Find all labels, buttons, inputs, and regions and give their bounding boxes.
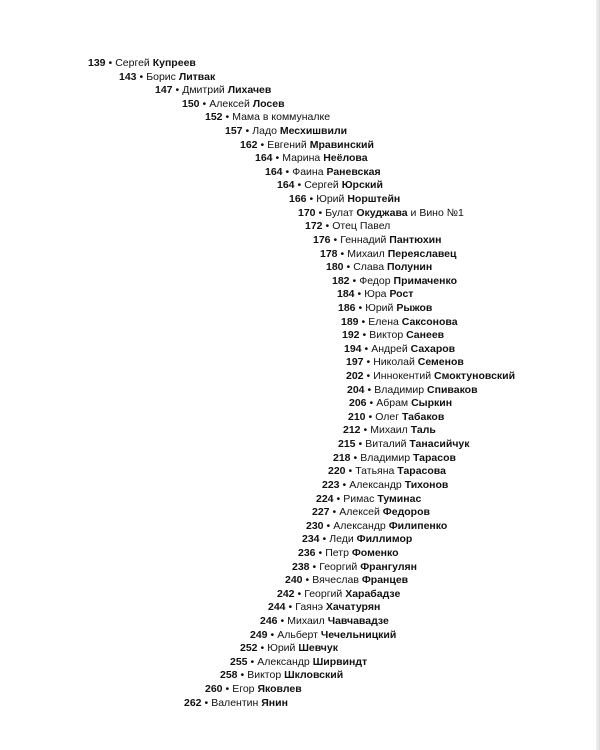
toc-page-number: 150 xyxy=(182,98,200,110)
toc-page-number: 223 xyxy=(322,479,340,491)
bullet-separator: • xyxy=(348,465,353,477)
toc-entry xyxy=(341,316,458,329)
toc-page-number: 260 xyxy=(205,683,223,695)
toc-last-name: Литвак xyxy=(178,71,216,83)
toc-page-number: 236 xyxy=(298,547,316,559)
toc-last-name: Чавчавадзе xyxy=(327,615,389,627)
toc-last-name: Полунин xyxy=(387,261,433,273)
toc-last-name: Тихонов xyxy=(404,479,449,491)
toc-page-number: 164 xyxy=(265,166,283,178)
toc-entry xyxy=(240,642,338,655)
toc-first-name: Ладо xyxy=(252,125,277,137)
toc-page-number: 182 xyxy=(332,275,350,287)
toc-first-name: Петр xyxy=(325,547,349,559)
toc-entry xyxy=(277,179,383,192)
toc-last-name: Тарасов xyxy=(413,452,456,464)
bullet-separator: • xyxy=(270,629,275,641)
toc-page-number: 249 xyxy=(250,629,268,641)
toc-last-name: Переяславец xyxy=(387,248,457,260)
toc-last-name: Тарасова xyxy=(397,465,446,477)
bullet-separator: • xyxy=(285,166,290,178)
bullet-separator: • xyxy=(358,438,363,450)
toc-first-name: Владимир xyxy=(360,452,411,464)
toc-last-name: Санеев xyxy=(406,329,445,341)
bullet-separator: • xyxy=(318,207,323,219)
toc-last-name: Яковлев xyxy=(257,683,302,695)
toc-first-name: Николай xyxy=(373,356,415,368)
bullet-separator: • xyxy=(260,139,265,151)
toc-last-name: Чечельницкий xyxy=(320,629,397,641)
toc-first-name: Евгений xyxy=(267,139,307,151)
toc-first-name: Булат xyxy=(325,207,354,219)
toc-page-number: 157 xyxy=(225,125,243,137)
bullet-separator: • xyxy=(332,506,337,518)
toc-entry xyxy=(285,574,408,587)
bullet-separator: • xyxy=(340,248,345,260)
toc-entry xyxy=(346,356,464,369)
bullet-separator: • xyxy=(353,452,358,464)
toc-entry xyxy=(347,384,478,397)
toc-page-number: 230 xyxy=(306,520,324,532)
toc-page-number: 152 xyxy=(205,111,223,123)
toc-last-name: Мравинский xyxy=(309,139,374,151)
toc-last-name: Туминас xyxy=(377,493,422,505)
bullet-separator: • xyxy=(325,220,330,232)
toc-extra-text: и Вино №1 xyxy=(410,207,464,219)
bullet-separator: • xyxy=(297,588,302,600)
bullet-separator: • xyxy=(312,561,317,573)
toc-entry xyxy=(265,166,381,179)
toc-page-number: 204 xyxy=(347,384,365,396)
toc-last-name: Лосев xyxy=(252,98,285,110)
toc-last-name: Неёлова xyxy=(323,152,368,164)
toc-first-name: Юрий xyxy=(267,642,296,654)
toc-entry xyxy=(316,493,421,506)
toc-first-name: Мама в коммуналке xyxy=(232,111,331,123)
toc-first-name: Гаянэ xyxy=(295,601,323,613)
toc-entry xyxy=(184,697,288,710)
bullet-separator: • xyxy=(333,234,338,246)
toc-entry xyxy=(205,683,302,696)
bullet-separator: • xyxy=(275,152,280,164)
toc-first-name: Геннадий xyxy=(340,234,387,246)
toc-first-name: Федор xyxy=(359,275,391,287)
toc-page-number: 197 xyxy=(346,356,364,368)
toc-page-number: 212 xyxy=(343,424,361,436)
toc-first-name: Егор xyxy=(232,683,255,695)
bullet-separator: • xyxy=(352,275,357,287)
toc-entry xyxy=(268,601,380,614)
toc-first-name: Александр xyxy=(333,520,386,532)
toc-last-name: Фоменко xyxy=(351,547,399,559)
bullet-separator: • xyxy=(225,683,230,695)
toc-last-name: Францев xyxy=(361,574,409,586)
toc-first-name: Елена xyxy=(368,316,399,328)
toc-last-name: Шевчук xyxy=(298,642,338,654)
toc-first-name: Алексей xyxy=(339,506,380,518)
toc-first-name: Альберт xyxy=(277,629,318,641)
bullet-separator: • xyxy=(139,71,144,83)
toc-entry xyxy=(332,275,457,288)
toc-page-number: 176 xyxy=(313,234,331,246)
toc-page-number: 178 xyxy=(320,248,338,260)
bullet-separator: • xyxy=(318,547,323,559)
toc-entry xyxy=(292,561,417,574)
toc-entry xyxy=(298,547,399,560)
bullet-separator: • xyxy=(202,98,207,110)
toc-entry xyxy=(320,248,456,261)
toc-last-name: Юрский xyxy=(341,179,383,191)
toc-first-name: Юрий xyxy=(316,193,345,205)
bullet-separator: • xyxy=(357,288,362,300)
toc-page-number: 215 xyxy=(338,438,356,450)
bullet-separator: • xyxy=(326,520,331,532)
bullet-separator: • xyxy=(363,424,368,436)
bullet-separator: • xyxy=(346,261,351,273)
toc-entry xyxy=(333,452,456,465)
toc-first-name: Леди xyxy=(329,533,354,545)
toc-page-number: 184 xyxy=(337,288,355,300)
toc-entry xyxy=(88,57,196,70)
bullet-separator: • xyxy=(367,384,372,396)
toc-entry xyxy=(260,615,389,628)
toc-page-number: 234 xyxy=(302,533,320,545)
toc-page-number: 143 xyxy=(119,71,137,83)
toc-page-number: 240 xyxy=(285,574,303,586)
toc-last-name: Янин xyxy=(261,697,288,709)
toc-first-name: Александр xyxy=(349,479,402,491)
toc-first-name: Иннокентий xyxy=(373,370,432,382)
toc-entry xyxy=(289,193,400,206)
toc-first-name: Отец Павел xyxy=(332,220,391,232)
toc-entry xyxy=(225,125,347,138)
toc-page-number: 166 xyxy=(289,193,307,205)
toc-entry xyxy=(277,588,400,601)
toc-first-name: Андрей xyxy=(371,343,408,355)
toc-entry xyxy=(328,465,446,478)
toc-last-name: Пантюхин xyxy=(389,234,442,246)
bullet-separator: • xyxy=(225,111,230,123)
toc-last-name: Филлимор xyxy=(356,533,413,545)
toc-entry xyxy=(349,397,452,410)
toc-first-name: Борис xyxy=(146,71,176,83)
toc-page-number: 246 xyxy=(260,615,278,627)
toc-entry xyxy=(342,329,444,342)
toc-page-number: 220 xyxy=(328,465,346,477)
toc-page-number: 206 xyxy=(349,397,367,409)
toc-entry xyxy=(182,98,285,111)
toc-page-number: 218 xyxy=(333,452,351,464)
toc-entry xyxy=(230,656,367,669)
toc-first-name: Михаил xyxy=(347,248,385,260)
toc-last-name: Раневская xyxy=(326,166,381,178)
toc-entry xyxy=(338,302,432,315)
toc-first-name: Владимир xyxy=(374,384,425,396)
bullet-separator: • xyxy=(108,57,113,69)
toc-entry xyxy=(313,234,441,247)
toc-entry xyxy=(119,71,215,84)
toc-last-name: Семенов xyxy=(417,356,464,368)
toc-last-name: Ширвиндт xyxy=(312,656,368,668)
toc-first-name: Абрам xyxy=(376,397,409,409)
toc-first-name: Валентин xyxy=(211,697,259,709)
toc-entry xyxy=(155,84,271,97)
toc-last-name: Франгулян xyxy=(360,561,417,573)
toc-entry xyxy=(337,288,413,301)
bullet-separator: • xyxy=(250,656,255,668)
bullet-separator: • xyxy=(322,533,327,545)
toc-entry xyxy=(326,261,432,274)
toc-last-name: Табаков xyxy=(402,411,445,423)
toc-last-name: Рост xyxy=(389,288,414,300)
toc-last-name: Месхишвили xyxy=(279,125,348,137)
toc-first-name: Алексей xyxy=(209,98,250,110)
toc-page-number: 242 xyxy=(277,588,295,600)
bullet-separator: • xyxy=(297,179,302,191)
bullet-separator: • xyxy=(358,302,363,314)
toc-entry xyxy=(346,370,515,383)
toc-first-name: Юрий xyxy=(365,302,394,314)
bullet-separator: • xyxy=(336,493,341,505)
bullet-separator: • xyxy=(361,316,366,328)
toc-entry xyxy=(250,629,396,642)
bullet-separator: • xyxy=(260,642,265,654)
toc-last-name: Саксонова xyxy=(401,316,458,328)
bullet-separator: • xyxy=(342,479,347,491)
toc-last-name: Примаченко xyxy=(393,275,457,287)
toc-entry xyxy=(302,533,412,546)
toc-last-name: Шкловский xyxy=(284,669,344,681)
toc-entry xyxy=(312,506,430,519)
bullet-separator: • xyxy=(309,193,314,205)
bullet-separator: • xyxy=(204,697,209,709)
toc-last-name: Сахаров xyxy=(410,343,456,355)
toc-first-name: Георгий xyxy=(304,588,343,600)
toc-first-name: Марина xyxy=(282,152,321,164)
toc-first-name: Георгий xyxy=(319,561,358,573)
toc-first-name: Римас xyxy=(343,493,375,505)
toc-first-name: Юра xyxy=(364,288,387,300)
toc-last-name: Танасийчук xyxy=(409,438,470,450)
toc-page-number: 162 xyxy=(240,139,258,151)
toc-page-number: 210 xyxy=(348,411,366,423)
toc-page-number: 186 xyxy=(338,302,356,314)
toc-last-name: Смоктуновский xyxy=(434,370,516,382)
toc-entry xyxy=(343,424,436,437)
toc-first-name: Виталий xyxy=(365,438,407,450)
toc-page-number: 255 xyxy=(230,656,248,668)
toc-entry xyxy=(322,479,448,492)
toc-entry xyxy=(240,139,374,152)
toc-page-number: 164 xyxy=(277,179,295,191)
toc-entry xyxy=(220,669,343,682)
toc-page-number: 252 xyxy=(240,642,258,654)
toc-first-name: Михаил xyxy=(287,615,325,627)
toc-first-name: Виктор xyxy=(369,329,404,341)
toc-first-name: Татьяна xyxy=(355,465,395,477)
toc-page-number: 189 xyxy=(341,316,359,328)
toc-page-number: 244 xyxy=(268,601,286,613)
bullet-separator: • xyxy=(368,411,373,423)
toc-first-name: Виктор xyxy=(247,669,282,681)
toc-page-number: 147 xyxy=(155,84,173,96)
bullet-separator: • xyxy=(175,84,180,96)
toc-last-name: Филипенко xyxy=(388,520,448,532)
bullet-separator: • xyxy=(364,343,369,355)
toc-page-number: 172 xyxy=(305,220,323,232)
toc-first-name: Михаил xyxy=(370,424,408,436)
toc-entry xyxy=(298,207,464,220)
toc-page-number: 192 xyxy=(342,329,360,341)
bullet-separator: • xyxy=(366,356,371,368)
toc-entry xyxy=(344,343,455,356)
toc-last-name: Лихачев xyxy=(227,84,272,96)
toc-page-number: 227 xyxy=(312,506,330,518)
toc-page-number: 258 xyxy=(220,669,238,681)
toc-page-number: 202 xyxy=(346,370,364,382)
toc-last-name: Федоров xyxy=(382,506,430,518)
toc-page-number: 139 xyxy=(88,57,106,69)
toc-last-name: Рыжов xyxy=(396,302,433,314)
toc-first-name: Слава xyxy=(353,261,385,273)
toc-first-name: Олег xyxy=(375,411,400,423)
toc-last-name: Купреев xyxy=(152,57,196,69)
toc-page-number: 164 xyxy=(255,152,273,164)
toc-first-name: Фаина xyxy=(292,166,324,178)
toc-last-name: Окуджава xyxy=(356,207,408,219)
bullet-separator: • xyxy=(245,125,250,137)
toc-last-name: Хачатурян xyxy=(325,601,381,613)
toc-page-number: 194 xyxy=(344,343,362,355)
toc-last-name: Сыркин xyxy=(411,397,453,409)
toc-page-number: 262 xyxy=(184,697,202,709)
toc-entry xyxy=(338,438,470,451)
toc-first-name: Александр xyxy=(257,656,310,668)
toc-entry xyxy=(255,152,368,165)
toc-entry xyxy=(305,220,390,233)
toc-page-number: 238 xyxy=(292,561,310,573)
toc-last-name: Харабадзе xyxy=(345,588,401,600)
toc-entry xyxy=(348,411,444,424)
toc-last-name: Норштейн xyxy=(347,193,401,205)
toc-first-name: Вячеслав xyxy=(312,574,359,586)
toc-entry xyxy=(306,520,447,533)
toc-page-number: 170 xyxy=(298,207,316,219)
bullet-separator: • xyxy=(366,370,371,382)
toc-first-name: Сергей xyxy=(115,57,150,69)
toc-entry xyxy=(205,111,330,124)
toc-first-name: Сергей xyxy=(304,179,339,191)
toc-page-number: 180 xyxy=(326,261,344,273)
bullet-separator: • xyxy=(305,574,310,586)
toc-first-name: Дмитрий xyxy=(182,84,225,96)
toc-last-name: Таль xyxy=(410,424,436,436)
bullet-separator: • xyxy=(288,601,293,613)
bullet-separator: • xyxy=(369,397,374,409)
bullet-separator: • xyxy=(362,329,367,341)
bullet-separator: • xyxy=(280,615,285,627)
toc-last-name: Спиваков xyxy=(427,384,478,396)
toc-page-number: 224 xyxy=(316,493,334,505)
bullet-separator: • xyxy=(240,669,245,681)
